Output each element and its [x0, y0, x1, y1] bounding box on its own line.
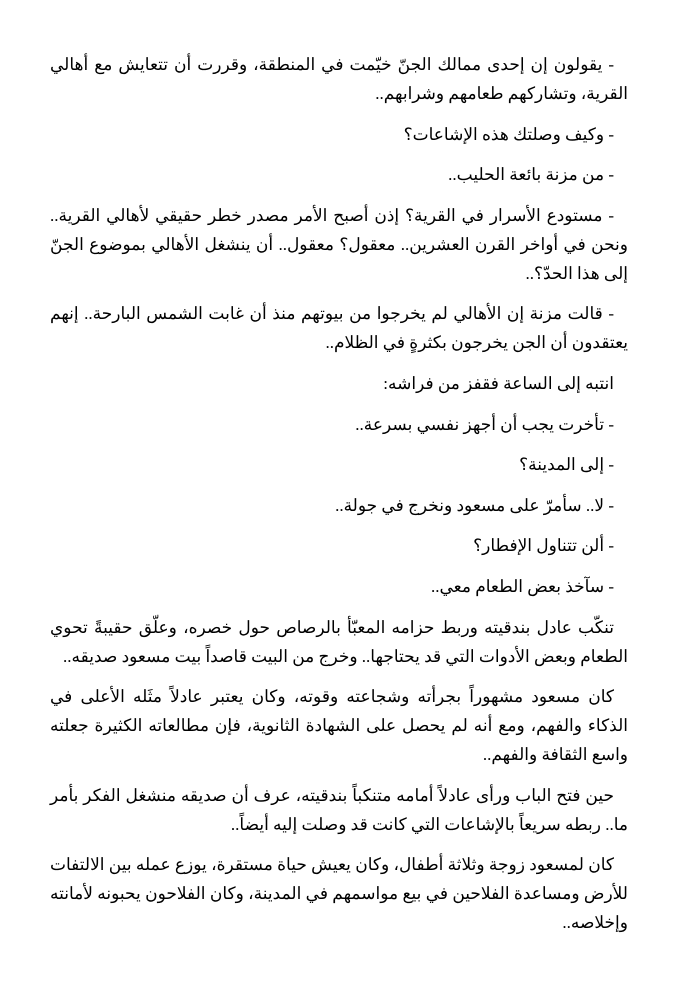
dialogue-line: - ألن تتناول الإفطار؟ [473, 536, 614, 556]
narration-paragraph: انتبه إلى الساعة فقفز من فراشه: [383, 373, 614, 393]
dialogue-line: - يقولون إن إحدى ممالك الجنّ خيّمت في المنطقة، وقررت أن تتعايش مع أهالي القرية، وتشاركهم طعامهم وشرابهم.. [50, 55, 628, 103]
dialogue-line: - قالت مزنة إن الأهالي لم يخرجوا من بيوتهم منذ أن غابت الشمس البارحة.. إنهم يعتقدون أن الجن يخرجون بكثرةٍ في الظلام.. [50, 304, 628, 353]
narration-paragraph: حين فتح الباب ورأى عادلاً أمامه متنكباً بندقيته، عرف أن صديقه منشغل الفكر بأمر ما.. ربطه سريعاً بالإشاعات التي كانت قد وصلت إليه أيضاً.. [50, 785, 628, 834]
narration-paragraph: تنكّب عادل بندقيته وربط حزامه المعبّأ بالرصاص حول خصره، وعلّق حقيبةً تحوي الطعام وبعض الأدوات التي قد يحتاجها.. وخرج من البيت قاصداً بيت مسعود صديقه.. [50, 617, 628, 666]
dialogue-line: - مستودع الأسرار في القرية؟ إذن أصبح الأمر مصدر خطر حقيقي لأهالي القرية.. ونحن في أواخر القرن العشرين.. معقول؟ معقول.. أن ينشغل الأهالي بموضوع الجنّ إلى هذا الحدّ؟.. [50, 205, 628, 283]
narration-paragraph: كان لمسعود زوجة وثلاثة أطفال، وكان يعيش حياة مستقرة، يوزع عمله بين الالتفات للأرض ومساعدة الفلاحين في بيع مواسمهم في المدينة، وكان الفلاحون يحبونه لأمانته وإخلاصه.. [50, 855, 628, 933]
dialogue-line: - إلى المدينة؟ [519, 455, 614, 475]
dialogue-line: - تأخرت يجب أن أجهز نفسي بسرعة.. [355, 414, 614, 434]
dialogue-line: - لا.. سأمرّ على مسعود ونخرج في جولة.. [335, 495, 614, 515]
dialogue-line: - وكيف وصلتك هذه الإشاعات؟ [403, 124, 614, 144]
narration-paragraph: كان مسعود مشهوراً بجرأته وشجاعته وقوته، وكان يعتبر عادلاً مثَله الأعلى في الذكاء والفهم، ومع أنه لم يحصل على الشهادة الثانوية، فإن مطالعاته الكثيرة جعلته واسع الثقافة والفهم.. [50, 687, 628, 765]
dialogue-line: - سآخذ بعض الطعام معي.. [430, 576, 614, 596]
dialogue-line: - من مزنة بائعة الحليب.. [448, 165, 614, 185]
